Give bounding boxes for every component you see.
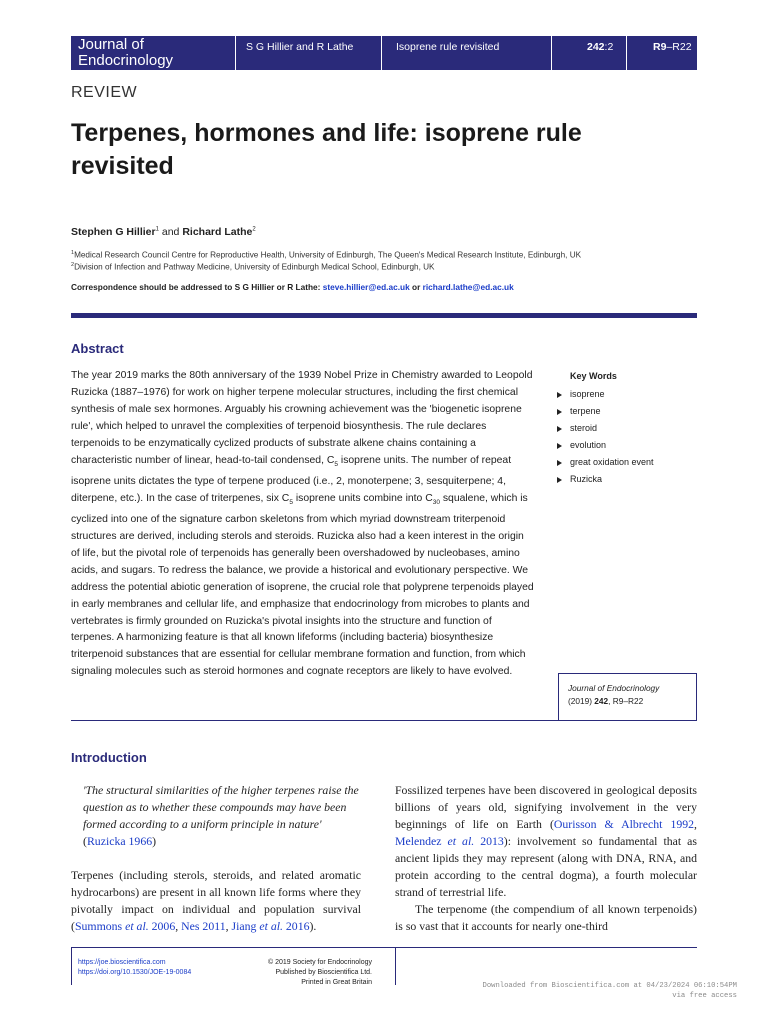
epigraph-quote: 'The structural similarities of the higher terpenes raise the question as to whether these compounds may have been formed according to a uniform principle in nature' (Ruzicka 1966): [83, 783, 359, 848]
keyword-item[interactable]: [557, 454, 654, 471]
footer-divider: [395, 947, 396, 985]
issue-number: :2: [604, 41, 614, 53]
footer-copyright: [220, 958, 372, 988]
journal-name[interactable]: [78, 37, 173, 69]
paragraph-text: ): involvement so fundamental that as ancient lipids they may represent (along with DNA, RNA, and protein according to the central dogma), a fourth molecular strand of terrestrial life.: [395, 834, 697, 899]
header-divider: [381, 36, 382, 70]
footer-rule: [71, 947, 697, 948]
email-link-hillier[interactable]: steve.hillier@ed.ac.uk: [322, 282, 410, 292]
correspondence: [71, 282, 514, 292]
ref-link-ourisson[interactable]: Ourisson & Albrecht 1992: [553, 817, 695, 831]
ref-text: Jiang: [231, 919, 260, 933]
abstract-part: isoprene units combine into C: [292, 492, 433, 504]
quote-text: 'The structural similarities of the higher terpenes raise the question as to whether these compounds may have been formed according to a uniform principle in nature': [83, 783, 359, 831]
abstract-part: The year 2019 marks the 80th anniversary of the 1939 Nobel Prize in Chemistry awarded to Leopold Ruzicka (1887–1976) for work on higher terpene molecular structures, including the first chemical synthesis of male sex hormones. Arguably his crowning achievement was the 'biogenetic isoprene rule', which helped to unravel the complexities of terpenoid biosynthesis. The rule declares terpenoids to be enzymatically cyclized products of substrate alkene chains containing a characteristic number of linear, head-to-tail condensed, C: [71, 370, 533, 466]
keyword-label: isoprene: [570, 389, 605, 399]
keyword-item[interactable]: [557, 471, 654, 488]
triangle-bullet-icon: [557, 392, 562, 398]
citation-year: (2019): [568, 696, 592, 706]
header-divider: [551, 36, 552, 70]
ref-etal: et al.: [259, 919, 283, 933]
paragraph-text: Fossilized terpenes have been discovered in geological deposits billions of years old, signifying involvement in the very beginnings of life on Earth (: [395, 783, 697, 831]
intro-paragraph-left: Terpenes (including sterols, steroids, and related aromatic hydrocarbons) are present in all known life forms where they pivotally impact on individual and population survival (Summons et al. 2006, Nes 2011, Jiang et al. 2016).: [71, 868, 361, 933]
printed-line: Printed in Great Britain: [301, 979, 372, 986]
abstract-part: squalene, which is cyclized into one of the signature carbon skeletons from which myriad downstream triterpenoid structures are derived, including sterols and steroids. Ruzicka also had a keen interest in the origin of life, but the pivotal role of terpenoids has generally been overshadowed by nucleobases, amino acids, and sugars. To redress the balance, we provide a historical and evolutionary perspective. We address the potential abiotic generation of isoprene, the crucial role that polyprene terpenoids played in early membranes and cellular life, and emphasize that endocrinology from microbes to plants and vertebrates is firmly grounded on Ruzicka's pivotal insights into the structure and function of terpenes. A harmonizing feature is that all known lifeforms (including bacteria) biosynthesize triterpenoid substances that are essential for cellular membrane formation and function, from which signaling molecules such as steroid hormones and cognate receptors are likely to have evolved.: [71, 492, 534, 678]
keyword-label: terpene: [570, 406, 601, 416]
citation-box: [558, 673, 697, 721]
publisher-line: Published by Bioscientifica Ltd.: [275, 969, 372, 976]
intro-column-right: [395, 782, 697, 935]
keyword-label: steroid: [570, 423, 598, 433]
ref-link-summons[interactable]: [75, 919, 175, 933]
journal-url-link[interactable]: https://joe.bioscientifica.com: [78, 959, 166, 966]
keyword-item[interactable]: [557, 420, 654, 437]
keyword-label: evolution: [570, 440, 607, 450]
paragraph-text: ).: [309, 919, 317, 933]
download-line: Downloaded from Bioscientifica.com at 04/23/2024 06:10:54PM: [482, 982, 737, 990]
citation-pages: , R9–R22: [608, 696, 644, 706]
keywords-heading: Key Words: [570, 371, 617, 381]
header-short-title: Isoprene rule revisited: [396, 41, 500, 53]
copyright-line: © 2019 Society for Endocrinology: [268, 959, 372, 966]
correspondence-or: or: [412, 282, 421, 292]
ref-link-jiang[interactable]: [232, 919, 310, 933]
affil-sup: 2: [71, 262, 75, 268]
ref-year: 2006: [148, 919, 176, 933]
subscript: 5: [289, 498, 293, 506]
email-link-lathe[interactable]: richard.lathe@ed.ac.uk: [422, 282, 514, 292]
author-affil-sup: 1: [155, 226, 159, 233]
keyword-item[interactable]: [557, 386, 654, 403]
download-watermark: [483, 981, 737, 1001]
keyword-label: great oxidation event: [570, 457, 654, 467]
pages-start: R9: [653, 41, 667, 53]
header-divider: [626, 36, 627, 70]
keyword-label: Ruzicka: [570, 474, 603, 484]
footer-links: [78, 958, 191, 978]
keyword-item[interactable]: [557, 437, 654, 454]
header-pages: [653, 41, 692, 53]
abstract-text: [71, 368, 535, 681]
article-type: REVIEW: [71, 84, 138, 101]
paragraph-text: Terpenes (including sterols, steroids, and related aromatic hydrocarbons) are present in all known life forms where they pivotally impact on individual and population survival (: [71, 868, 361, 933]
affiliation-text: Medical Research Council Centre for Reproductive Health, University of Edinburgh, The Queen's Medical Research Institute, Edinburgh, UK: [74, 250, 582, 260]
author-lathe: Richard Lathe: [182, 226, 253, 238]
ref-text: Summons: [74, 919, 126, 933]
intro-paragraph-right-1: Fossilized terpenes have been discovered in geological deposits billions of years old, signifying involvement in the very beginnings of life on Earth (Ourisson & Albrecht 1992, Melendez et al. 2013): involvement so fundamental that as ancient lipids they may represent (along with DNA, RNA, and protein according to the central dogma), a fourth molecular strand of terrestrial life.: [395, 783, 697, 899]
ref-link-nes[interactable]: Nes 2011: [181, 919, 226, 933]
affiliation-2: [71, 262, 435, 272]
abstract-bottom-rule: [71, 720, 697, 721]
ref-etal: et al.: [447, 834, 475, 848]
author-affil-sup: 2: [252, 226, 256, 233]
introduction-heading: Introduction: [71, 750, 147, 765]
affiliation-text: Division of Infection and Pathway Medicine, University of Edinburgh Medical School, Edinburgh, UK: [74, 262, 435, 272]
footer-divider: [71, 947, 72, 985]
keywords-list: [557, 386, 654, 488]
triangle-bullet-icon: [557, 460, 562, 466]
journal-name-line2: Endocrinology: [78, 52, 174, 69]
intro-paragraph-right-2: The terpenome (the compendium of all known terpenoids) is so vast that it accounts for nearly one-third: [395, 902, 697, 933]
affil-sup: 1: [71, 250, 75, 256]
author-line: [71, 226, 256, 238]
ref-year: 2013: [474, 834, 504, 848]
affiliation-1: [71, 250, 581, 260]
journal-name-line1: Journal of: [78, 36, 144, 53]
triangle-bullet-icon: [557, 443, 562, 449]
correspondence-label: Correspondence should be addressed to S G Hillier or R Lathe:: [71, 282, 321, 292]
subscript: 5: [334, 460, 338, 468]
triangle-bullet-icon: [557, 409, 562, 415]
header-volume-issue: [587, 41, 613, 53]
author-hillier: Stephen G Hillier: [71, 226, 156, 238]
abstract-heading: Abstract: [71, 341, 124, 356]
header-divider: [235, 36, 236, 70]
subscript: 30: [432, 498, 440, 506]
triangle-bullet-icon: [557, 477, 562, 483]
triangle-bullet-icon: [557, 426, 562, 432]
ref-text: Melendez: [395, 834, 448, 848]
ref-year: 2016: [282, 919, 310, 933]
doi-link[interactable]: https://doi.org/10.1530/JOE-19-0084: [78, 969, 192, 976]
ref-link-ruzicka[interactable]: Ruzicka 1966: [86, 834, 153, 848]
article-title: Terpenes, hormones and life: isoprene rule revisited: [71, 119, 582, 180]
volume-number: 242: [587, 41, 605, 53]
abstract-part: isoprene units. The number of repeat isoprene units dictates the type of terpene produced (i.e., 2, monoterpene; 3, sesquiterpene; 4, diterpene, etc.). In the case of triterpenes, six C: [71, 454, 512, 504]
ref-etal: et al.: [125, 919, 149, 933]
section-divider: [71, 313, 697, 318]
citation-journal: Journal of Endocrinology: [568, 683, 660, 693]
citation-volume: 242: [594, 696, 609, 706]
ref-link-melendez[interactable]: [395, 834, 504, 848]
author-and: and: [161, 226, 180, 238]
access-line: via free access: [672, 992, 737, 1000]
journal-header-bar: [71, 36, 697, 70]
keyword-item[interactable]: [557, 403, 654, 420]
header-authors: S G Hillier and R Lathe: [246, 41, 354, 53]
pages-end: –R22: [666, 41, 692, 53]
